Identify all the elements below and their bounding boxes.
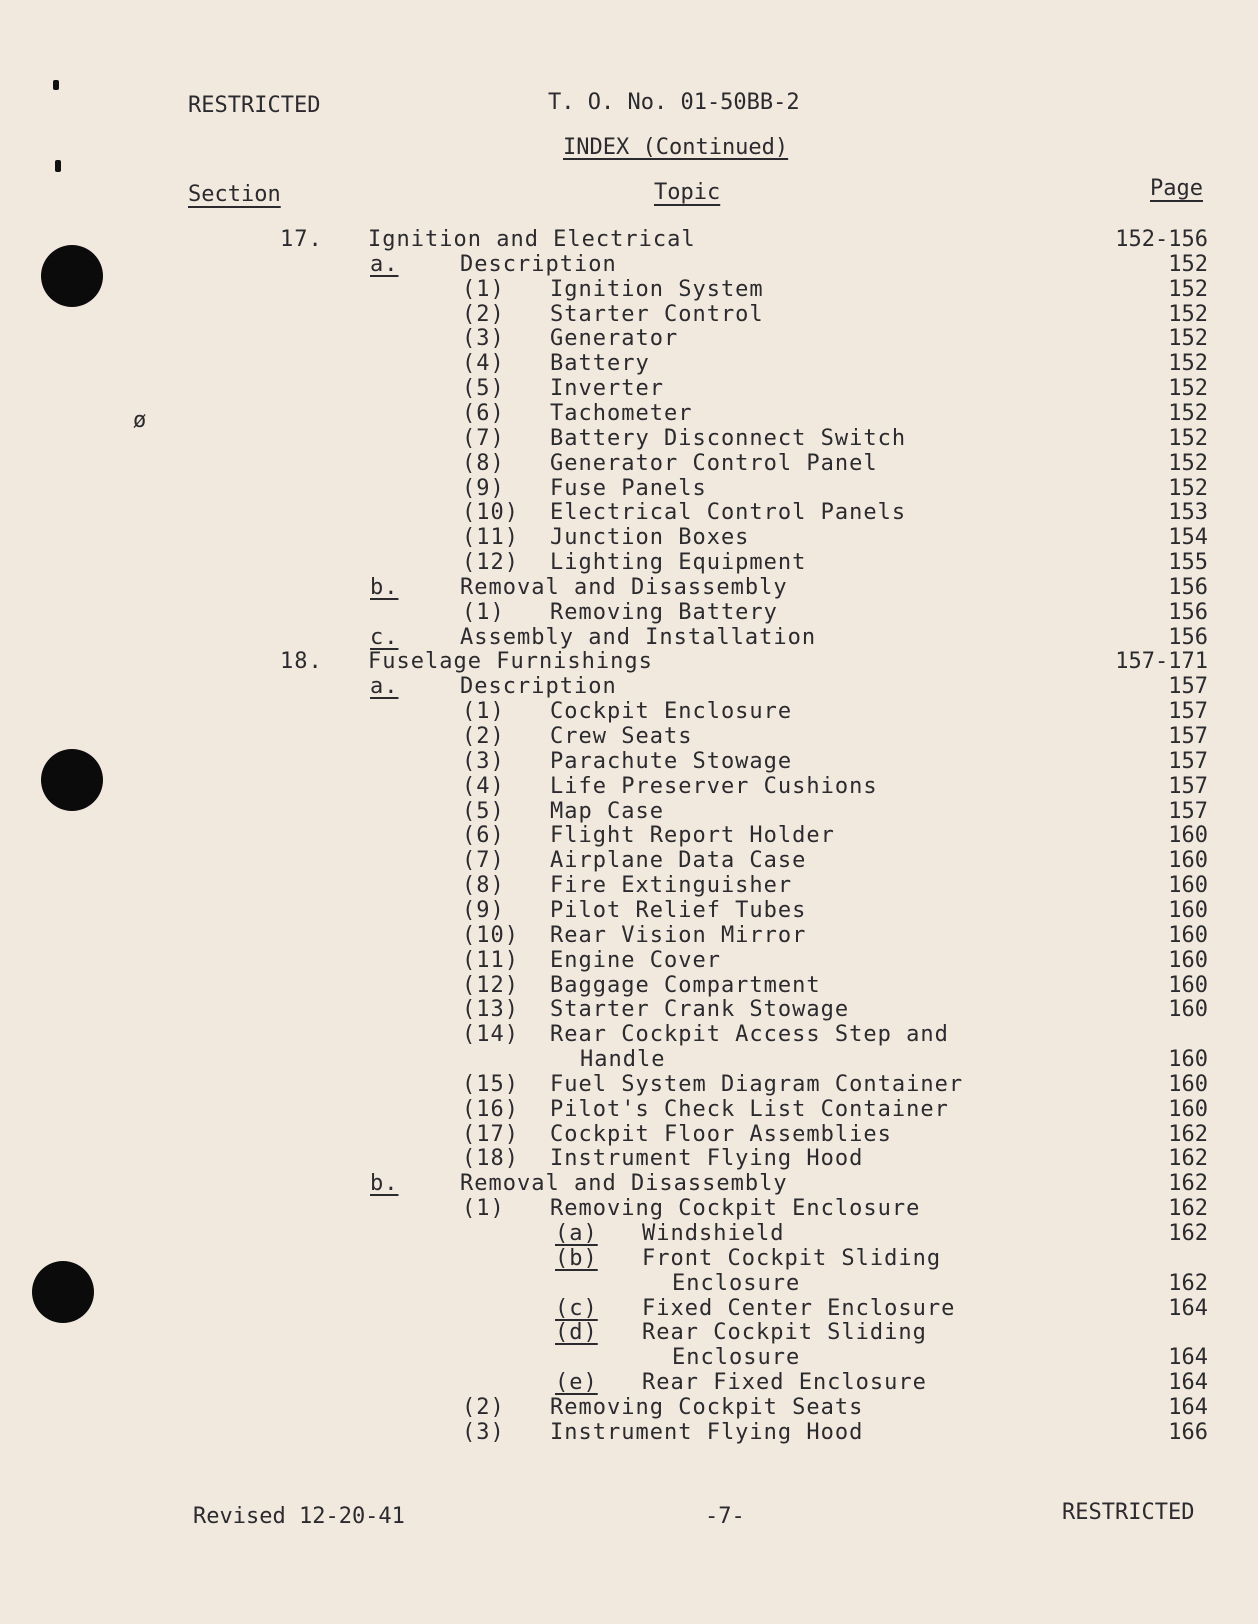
entry-page: 164	[1168, 1345, 1208, 1371]
entry-marker: (9)	[462, 897, 505, 923]
index-row	[0, 924, 1258, 949]
entry-page: 160	[1168, 873, 1208, 899]
entry-topic: Cockpit Enclosure	[550, 699, 793, 725]
column-header-section: Section	[188, 182, 281, 207]
entry-page: 157	[1168, 674, 1208, 700]
index-row	[0, 626, 1258, 651]
entry-marker: (4)	[462, 773, 505, 799]
index-row	[0, 800, 1258, 825]
entry-page: 152-156	[1115, 227, 1208, 252]
entry-topic: Rear Cockpit Sliding	[642, 1320, 927, 1346]
entry-page: 160	[1168, 848, 1208, 874]
entry-marker: (10)	[462, 500, 519, 526]
entry-topic: Description	[460, 674, 617, 700]
entry-topic: Map Case	[550, 798, 664, 824]
index-row	[0, 650, 1258, 675]
entry-topic: Rear Cockpit Access Step and	[550, 1022, 949, 1048]
index-row	[0, 899, 1258, 924]
index-row	[0, 228, 1258, 253]
index-row	[0, 402, 1258, 427]
classification-header: RESTRICTED	[188, 93, 321, 118]
entry-page: 156	[1168, 599, 1208, 625]
entry-topic: Enclosure	[672, 1270, 801, 1296]
entry-topic: Rear Fixed Enclosure	[642, 1370, 927, 1396]
entry-topic: Fire Extinguisher	[550, 873, 793, 899]
entry-topic: Removal and Disassembly	[460, 574, 788, 600]
index-row	[0, 278, 1258, 303]
index-row	[0, 849, 1258, 874]
entry-marker: (4)	[462, 351, 505, 377]
entry-topic: Enclosure	[672, 1345, 801, 1371]
entry-marker: (b)	[555, 1245, 598, 1271]
entry-marker: (15)	[462, 1071, 519, 1097]
entry-topic: Lighting Equipment	[550, 550, 807, 576]
entry-page: 155	[1168, 550, 1208, 576]
entry-marker: (5)	[462, 376, 505, 402]
entry-page: 157	[1168, 748, 1208, 774]
index-row	[0, 1272, 1258, 1297]
entry-page: 152	[1168, 276, 1208, 302]
index-row	[0, 1321, 1258, 1346]
entry-page: 160	[1168, 1071, 1208, 1097]
entry-topic: Engine Cover	[550, 947, 721, 973]
index-row	[0, 824, 1258, 849]
index-row	[0, 477, 1258, 502]
entry-page: 152	[1168, 376, 1208, 402]
entry-marker: (c)	[555, 1295, 598, 1321]
entry-page: 160	[1168, 823, 1208, 849]
entry-page: 162	[1168, 1121, 1208, 1147]
index-row	[0, 352, 1258, 377]
column-header-page: Page	[1150, 176, 1203, 201]
index-row	[0, 253, 1258, 278]
punch-mark	[55, 160, 61, 172]
index-row	[0, 974, 1258, 999]
entry-topic: Instrument Flying Hood	[550, 1146, 864, 1172]
entry-page: 153	[1168, 500, 1208, 526]
entry-page: 162	[1168, 1270, 1208, 1296]
margin-mark: ø	[133, 408, 147, 433]
entry-topic: Cockpit Floor Assemblies	[550, 1121, 892, 1147]
entry-topic: Description	[460, 251, 617, 277]
index-row	[0, 1023, 1258, 1048]
index-row	[0, 700, 1258, 725]
index-row	[0, 1073, 1258, 1098]
index-row	[0, 675, 1258, 700]
entry-marker: (2)	[462, 301, 505, 327]
entry-topic: Fixed Center Enclosure	[642, 1295, 956, 1321]
index-row	[0, 303, 1258, 328]
entry-marker: (12)	[462, 550, 519, 576]
entry-page: 160	[1168, 997, 1208, 1023]
entry-page: 162	[1168, 1196, 1208, 1222]
entry-marker: (18)	[462, 1146, 519, 1172]
entry-topic: Ignition System	[550, 276, 764, 302]
index-row	[0, 1172, 1258, 1197]
classification-footer: RESTRICTED	[1062, 1500, 1195, 1525]
entry-topic: Removal and Disassembly	[460, 1171, 788, 1197]
entry-marker: (6)	[462, 400, 505, 426]
entry-topic: Instrument Flying Hood	[550, 1419, 864, 1445]
entry-page: 156	[1168, 624, 1208, 650]
entry-marker: a.	[370, 251, 399, 277]
section-number: 17.	[280, 227, 323, 252]
entry-marker: a.	[370, 674, 399, 700]
entry-topic: Life Preserver Cushions	[550, 773, 878, 799]
entry-marker: (13)	[462, 997, 519, 1023]
page-number: -7-	[705, 1504, 745, 1529]
index-row	[0, 874, 1258, 899]
entry-topic: Tachometer	[550, 400, 693, 426]
index-row	[0, 327, 1258, 352]
index-row	[0, 427, 1258, 452]
index-row	[0, 551, 1258, 576]
index-row	[0, 576, 1258, 601]
index-row	[0, 377, 1258, 402]
entry-topic: Removing Battery	[550, 599, 778, 625]
entry-page: 152	[1168, 450, 1208, 476]
entry-topic: Assembly and Installation	[460, 624, 817, 650]
entry-marker: (e)	[555, 1370, 598, 1396]
entry-page: 152	[1168, 301, 1208, 327]
entry-page: 154	[1168, 525, 1208, 551]
entry-page: 160	[1168, 972, 1208, 998]
revision-date: Revised 12-20-41	[193, 1504, 405, 1529]
entry-topic: Fuselage Furnishings	[368, 649, 653, 675]
entry-topic: Starter Control	[550, 301, 764, 327]
entry-marker: (a)	[555, 1221, 598, 1246]
entry-page: 160	[1168, 1047, 1208, 1073]
entry-marker: (8)	[462, 873, 505, 899]
entry-page: 152	[1168, 351, 1208, 377]
entry-topic: Battery Disconnect Switch	[550, 425, 907, 451]
index-row	[0, 725, 1258, 750]
entry-marker: (11)	[462, 525, 519, 551]
entry-topic: Fuse Panels	[550, 475, 707, 501]
entry-page: 152	[1168, 425, 1208, 451]
entry-topic: Flight Report Holder	[550, 823, 835, 849]
index-row	[0, 1048, 1258, 1073]
index-row	[0, 1346, 1258, 1371]
entry-marker: (5)	[462, 798, 505, 824]
entry-page: 162	[1168, 1221, 1208, 1246]
page-title: INDEX (Continued)	[563, 135, 789, 160]
entry-topic: Removing Cockpit Enclosure	[550, 1196, 921, 1222]
entry-page: 157	[1168, 724, 1208, 749]
entry-topic: Front Cockpit Sliding	[642, 1245, 942, 1271]
entry-marker: (16)	[462, 1096, 519, 1122]
entry-page: 164	[1168, 1370, 1208, 1396]
entry-page: 162	[1168, 1171, 1208, 1197]
section-number: 18.	[280, 649, 323, 675]
entry-topic: Pilot's Check List Container	[550, 1096, 949, 1122]
entry-marker: c.	[370, 624, 399, 650]
entry-marker: (14)	[462, 1022, 519, 1048]
entry-topic: Removing Cockpit Seats	[550, 1394, 864, 1420]
entry-page: 152	[1168, 326, 1208, 352]
entry-topic: Rear Vision Mirror	[550, 922, 807, 948]
index-row	[0, 1247, 1258, 1272]
entry-marker: (2)	[462, 724, 505, 749]
entry-marker: (3)	[462, 326, 505, 352]
entry-topic: Pilot Relief Tubes	[550, 897, 807, 923]
index-row	[0, 1147, 1258, 1172]
index-row	[0, 1197, 1258, 1222]
entry-topic: Generator Control Panel	[550, 450, 878, 476]
index-row	[0, 601, 1258, 626]
entry-topic: Baggage Compartment	[550, 972, 821, 998]
entry-marker: (3)	[462, 1419, 505, 1445]
entry-marker: b.	[370, 1171, 399, 1197]
entry-topic: Fuel System Diagram Container	[550, 1071, 964, 1097]
entry-marker: (12)	[462, 972, 519, 998]
entry-page: 152	[1168, 400, 1208, 426]
entry-topic: Electrical Control Panels	[550, 500, 907, 526]
entry-marker: (6)	[462, 823, 505, 849]
entry-marker: (9)	[462, 475, 505, 501]
entry-topic: Junction Boxes	[550, 525, 750, 551]
entry-page: 157	[1168, 798, 1208, 824]
entry-page: 157-171	[1115, 649, 1208, 675]
punch-mark	[53, 80, 59, 90]
entry-marker: (7)	[462, 848, 505, 874]
entry-page: 160	[1168, 922, 1208, 948]
index-row	[0, 998, 1258, 1023]
index-row	[0, 1098, 1258, 1123]
entry-page: 156	[1168, 574, 1208, 600]
index-row	[0, 1123, 1258, 1148]
entry-page: 164	[1168, 1295, 1208, 1321]
index-row	[0, 1421, 1258, 1446]
index-row	[0, 949, 1258, 974]
entry-marker: (7)	[462, 425, 505, 451]
entry-marker: (3)	[462, 748, 505, 774]
entry-marker: (1)	[462, 276, 505, 302]
entry-page: 157	[1168, 773, 1208, 799]
entry-topic: Generator	[550, 326, 679, 352]
entry-marker: (17)	[462, 1121, 519, 1147]
column-header-topic: Topic	[654, 180, 721, 205]
entry-topic: Inverter	[550, 376, 664, 402]
entry-page: 162	[1168, 1146, 1208, 1172]
entry-page: 164	[1168, 1394, 1208, 1420]
index-row	[0, 775, 1258, 800]
entry-marker: (1)	[462, 599, 505, 625]
entry-topic: Handle	[580, 1047, 666, 1073]
entry-topic: Parachute Stowage	[550, 748, 793, 774]
entry-page: 166	[1168, 1419, 1208, 1445]
entry-marker: (8)	[462, 450, 505, 476]
index-row	[0, 452, 1258, 477]
index-row	[0, 1222, 1258, 1247]
entry-marker: (1)	[462, 1196, 505, 1222]
index-row	[0, 501, 1258, 526]
entry-topic: Windshield	[642, 1221, 785, 1246]
entry-topic: Ignition and Electrical	[368, 227, 696, 252]
entry-page: 152	[1168, 251, 1208, 277]
entry-page: 160	[1168, 1096, 1208, 1122]
index-row	[0, 1297, 1258, 1322]
entry-page: 160	[1168, 897, 1208, 923]
entry-marker: (10)	[462, 922, 519, 948]
entry-topic: Battery	[550, 351, 650, 377]
index-row	[0, 526, 1258, 551]
entry-marker: (11)	[462, 947, 519, 973]
entry-marker: (1)	[462, 699, 505, 725]
entry-marker: (d)	[555, 1320, 598, 1346]
index-row	[0, 750, 1258, 775]
entry-marker: b.	[370, 574, 399, 600]
index-row	[0, 1396, 1258, 1421]
entry-topic: Crew Seats	[550, 724, 693, 749]
entry-page: 157	[1168, 699, 1208, 725]
entry-page: 152	[1168, 475, 1208, 501]
tech-order-number: T. O. No. 01-50BB-2	[548, 90, 800, 115]
entry-marker: (2)	[462, 1394, 505, 1420]
entry-topic: Airplane Data Case	[550, 848, 807, 874]
index-row	[0, 1371, 1258, 1396]
entry-page: 160	[1168, 947, 1208, 973]
entry-topic: Starter Crank Stowage	[550, 997, 850, 1023]
